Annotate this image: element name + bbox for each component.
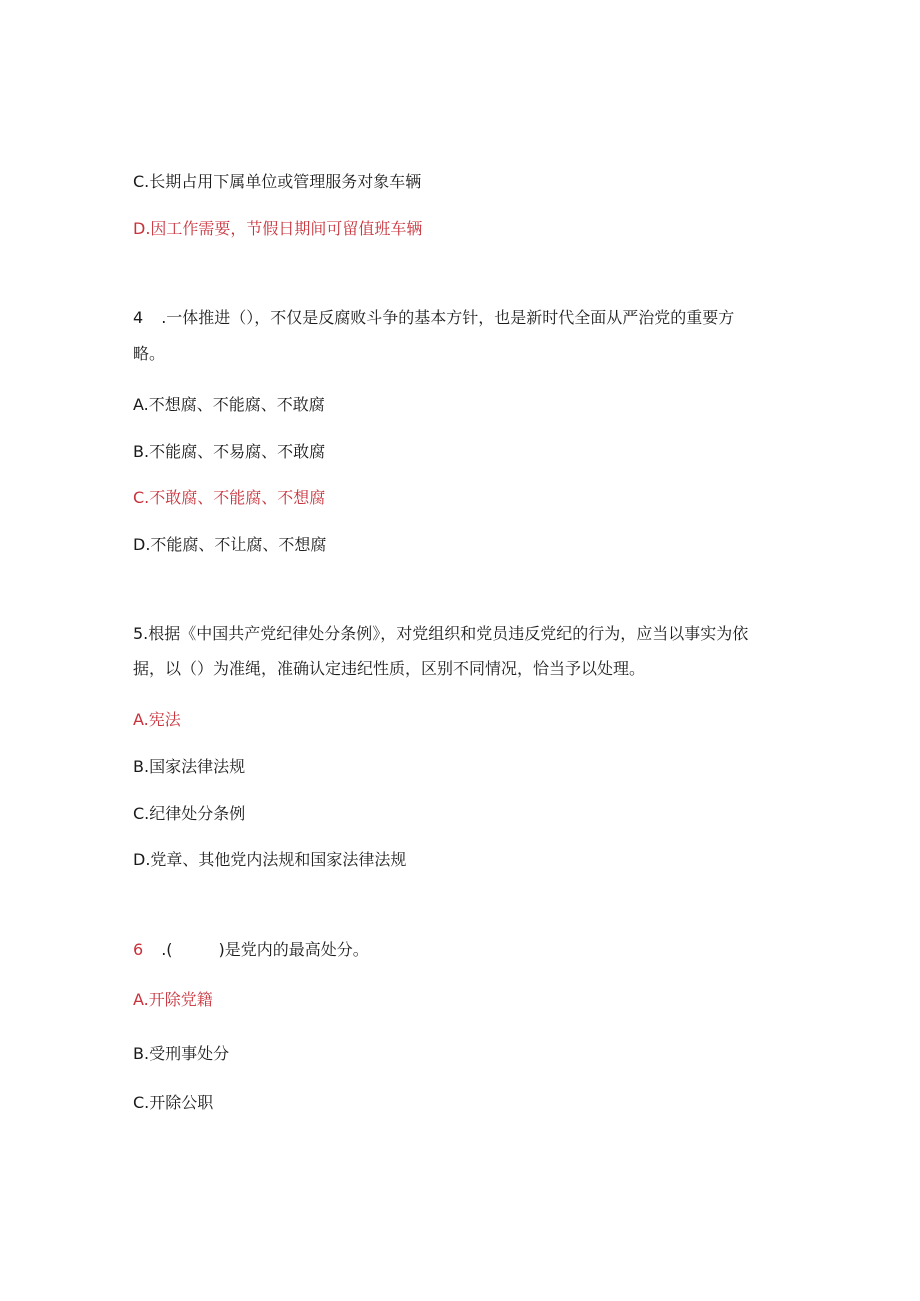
q6-option-c: C.开除公职 [133,1093,214,1112]
q6-option-b: B.受刑事处分 [133,1044,230,1063]
q4-stem-line2: 略。 [133,344,166,363]
q3-option-d-answer: D.因工作需要，节假日期间可留值班车辆 [133,219,423,238]
q5-stem-line1: 5.根据《中国共产党纪律处分条例》，对党组织和党员违反党纪的行为，应当以事实为依 [133,624,749,643]
q6-number: 6 [133,940,144,959]
q4-stem-line1 [133,308,734,328]
q4-option-d: D.不能腐、不让腐、不想腐 [133,535,327,554]
q5-option-a-answer: A.宪法 [133,710,181,729]
q3-option-c: C.长期占用下属单位或管理服务对象车辆 [133,172,422,191]
q6-option-a-answer: A.开除党籍 [133,990,213,1009]
q5-option-b: B.国家法律法规 [133,757,246,776]
q5-option-d: D.党章、其他党内法规和国家法律法规 [133,850,407,869]
q6-stem [133,940,369,960]
q6-stem-open: .( [161,940,173,959]
q4-stem-text: .一体推进（），不仅是反腐败斗争的基本方针，也是新时代全面从严治党的重要方 [161,308,735,327]
q6-stem-close: )是党内的最高处分。 [218,940,369,959]
q5-stem-line2: 据，以（）为准绳，准确认定违纪性质，区别不同情况，恰当予以处理。 [133,659,646,678]
q4-option-b: B.不能腐、不易腐、不敢腐 [133,442,326,461]
q5-option-c: C.纪律处分条例 [133,804,246,823]
q4-option-c-answer: C.不敢腐、不能腐、不想腐 [133,488,326,507]
q4-number: 4 [133,308,144,327]
q4-option-a: A.不想腐、不能腐、不敢腐 [133,395,325,414]
